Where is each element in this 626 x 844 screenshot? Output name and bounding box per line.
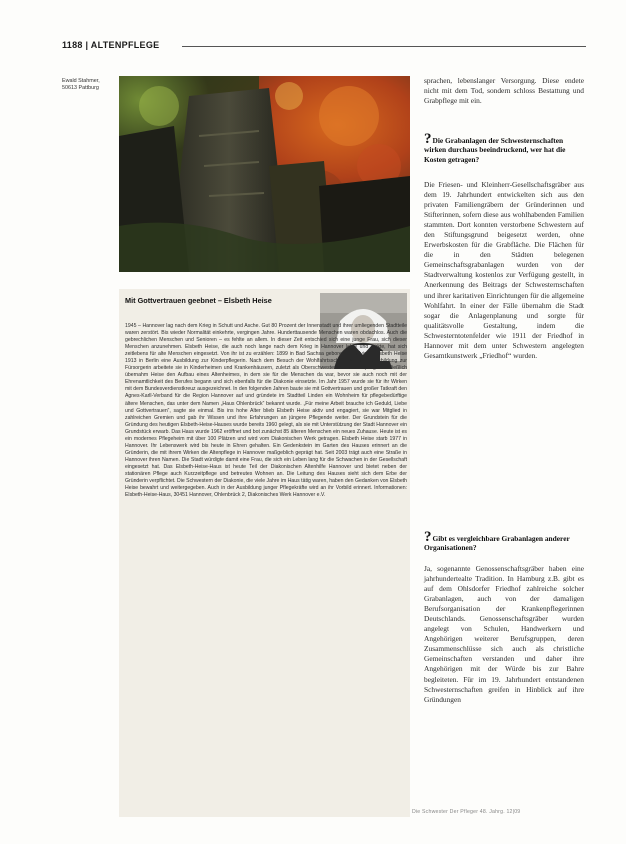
page-number-label: 1188 | ALTENPFLEGE [62,40,160,50]
question-mark-icon: ? [424,131,432,147]
question-1 [424,131,584,164]
page-footer: Die Schwester Der Pfleger 48. Jahrg. 12|09 [412,809,521,815]
photo-credit: Ewald Stahmer, 50613 Pattburg [62,78,100,91]
sidebar-body: 1945 – Hannover lag nach dem Krieg in Schutt und Asche. Gut 80 Prozent der Innenstadt und ihrer umliegenden Stadtteile waren zerstört. Bis wieder Normalität einkehrte, vergingen Jahre. Hunderttausende Menschen waren obdachlos. Auch die gebrechlichen Menschen und Senioren – es fehlte an allem. In dieser Zeit entschied sich eine junge Frau, sich dieser Menschen anzunehmen. Elsbeth Heise, die auch noch lange nach dem Krieg in Hannover lebte und wirkte, hat sich zeitlebens für alte Menschen eingesetzt. Von ihr ist zu erzählen: 1899 in Bad Sachsa geboren, absolvierte Elsbeth Heise 1913 in Berlin eine Ausbildung zur Kinderpflegerin. Nach dem Besuch der Wohlfahrtsschule und ihrer Ausbildung zur Fürsorgerin arbeitete sie in Kinderheimen und Krankenhäusern, zuletzt als Oberschwester in der Altenpflege. Schließlich übernahm Heise den Aufbau eines Altenheimes, in dem sie für die Menschen da war, bevor sie auch noch mit der Ehrenamtlichkeit des Berufes begann und sich ebenfalls für die Diakonie einsetzte. Im Jahr 1957 wurde sie für ihr Wirken mit dem Bundesverdienstkreuz ausgezeichnet. In den folgenden Jahren baute sie mit Gottvertrauen und großer Tatkraft den Agnes-Karll-Verband für die Region Hannover auf und gründete im Stadtteil Linden ein Wohnheim für pflegebedürftige ältere Menschen, das unter dem Namen „Haus Ohlenbrück“ bekannt wurde. „Für meine Arbeit brauche ich Geduld, Liebe und Gottvertrauen“, sagte sie einmal. Bis ins hohe Alter blieb Elsbeth Heise aktiv und engagiert, sie war Mitglied in zahlreichen Gremien und gab ihr Wissen und ihre Erfahrungen an jüngere Pflegende weiter. Der Grundstein für die Gründung des heutigen Elsbeth-Heise-Hauses wurde bereits 1960 gelegt, als sie mit Unterstützung der Stadt Hannover ein Grundstück erwarb. Das Haus wurde 1962 eröffnet und bot zunächst 85 älteren Menschen ein neues Zuhause. Heute ist es ein modernes Pflegeheim mit über 100 Plätzen und wird vom Diakonischen Werk getragen. Elsbeth Heise starb 1977 in Hannover. Ihr Lebenswerk wird bis heute in Ehren gehalten. Ein Gedenkstein im Garten des Hauses erinnert an die Gründerin, die mit ihrem Wirken die Altenpflege in Hannover maßgeblich geprägt hat. Seit 2003 trägt auch eine Straße in Hannover ihren Namen. Die Stadt würdigte damit eine Frau, die sich ein Leben lang für die Schwachen in der Gesellschaft eingesetzt hat. Das Elsbeth-Heise-Haus ist heute Teil der Diakonischen Altenhilfe Hannover und bietet neben der stationären Pflege auch Kurzzeitpflege und betreutes Wohnen an. Die Leitung des Hauses sieht sich dem Erbe der Gründerin verpflichtet. Die Schwestern der Diakonie, die viele Jahre im Haus tätig waren, haben den Gedanken von Elsbeth Heise bewahrt und weitergegeben. Auch in der Ausbildung junger Pflegekräfte wird an ihr Vorbild erinnert. Informationen: Elsbeth-Heise-Haus, 30451 Hannover, Ohlenbrück 2, Diakonisches Werk Hannover e.V. [125,323,407,499]
answer-2: Ja, sogenannte Genossenschaftsgräber haben eine jahrhundertealte Tradition. In Hamburg z.B. gibt es auf dem Ohlsdorfer Friedhof zahlreiche solcher Grabanlagen, auch von der damaligen Berufsorganisation der Krankenpflegerinnen Deutschlands. Genossenschaftsgräber wurden angelegt von Schulen, Handwerkern und Angehörigen weiterer Berufsgruppen, deren Zusammenschlüsse sich auch als christliche Gemeinschaften verstanden und daher ihre Angehörigen mit der Würde bis zur Bahre begleiteten. Für im 19. Jahrhundert entstandenen Schwesternschaften greifen in Hinblick auf ihre Gründungen [424,564,584,704]
question-mark-icon: ? [424,529,432,545]
column-text-top: sprachen, lebenslanger Versorgung. Diese endete nicht mit dem Tod, sondern schloss Bestattung und Grabpflege mit ein. [424,76,584,106]
page-header [62,40,586,52]
question-2-text: Gibt es vergleichbare Grabanlagen anderer Organisationen? [424,534,570,553]
cemetery-photo-image [119,76,410,272]
question-1-text: Die Grabanlagen der Schwesternschaften wirken durchaus beeindruckend, wer hat die Kosten getragen? [424,136,566,164]
question-2 [424,529,584,553]
answer-1: Die Friesen- und Kleinherr-Gesellschaftsgräber aus dem 19. Jahrhundert entwickelten sich aus den privaten Familiengräbern der Gründerinnen und Stifterinnen, sofern diese aus wohlhabenden Familien stammten. Dort konnten verstorbene Schwestern auf den Stiftungsgrund beigesetzt werden, ohne Erwerbskosten für die Grabfläche. Die Flächen für die in den Städten belegenen Gemeinschaftsgrabanlagen wurden von der Stadtverwaltung kostenlos zur Verfügung gestellt, in Anerkennung des Beitrags der Schwesternschaften und ihrer karitativen Einrichtungen für die allgemeine Wohlfahrt. In einer der Fälle übernahm die Stadt sogar die Anlagenplanung und sorgte für qualitätsvolle Gestaltung, indem die Schwesterntotenfelder wie 1911 der Friedhof in Hannover mit dem unter Schwestern angelegten Gesamtkunstwerk „Friedhof“ wurden. [424,180,584,360]
header-rule [182,46,586,47]
sidebar-title: Mit Gottvertrauen geebnet – Elsbeth Heise [125,296,272,305]
cemetery-photo [119,76,410,272]
